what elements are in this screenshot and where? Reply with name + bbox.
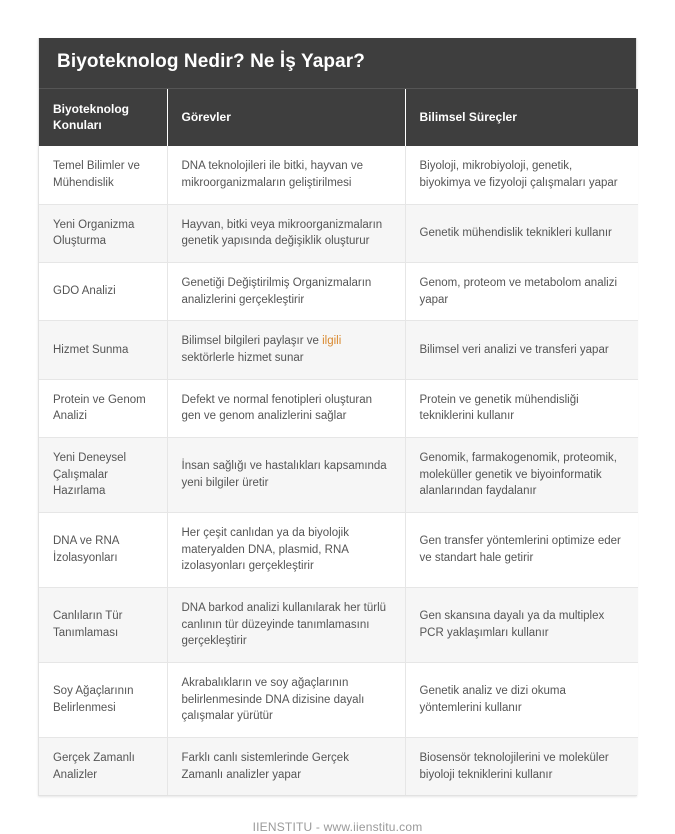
column-header-processes: Bilimsel Süreçler xyxy=(405,89,638,146)
table-body xyxy=(39,146,638,795)
info-table-card xyxy=(38,38,637,796)
cell-topic: Hizmet Sunma xyxy=(39,321,167,379)
cell-task: DNA teknolojileri ile bitki, hayvan ve mikroorganizmaların geliştirilmesi xyxy=(167,146,405,204)
cell-process: Gen skansına dayalı ya da multiplex PCR yaklaşımları kullanır xyxy=(405,587,638,662)
cell-topic: DNA ve RNA İzolasyonları xyxy=(39,512,167,587)
table-row xyxy=(39,146,638,204)
cell-topic: Gerçek Zamanlı Analizler xyxy=(39,737,167,795)
biotechnologist-table xyxy=(39,89,638,796)
cell-process: Protein ve genetik mühendisliği tekniklerini kullanır xyxy=(405,379,638,437)
cell-process: Genomik, farmakogenomik, proteomik, moleküller genetik ve biyoinformatik alanlarından faydalanır xyxy=(405,437,638,512)
cell-topic: Yeni Organizma Oluşturma xyxy=(39,204,167,262)
cell-task: Farklı canlı sistemlerinde Gerçek Zamanlı analizler yapar xyxy=(167,737,405,795)
cell-task: Her çeşit canlıdan ya da biyolojik materyalden DNA, plasmid, RNA izolasyonları gerçekleştirir xyxy=(167,512,405,587)
table-header xyxy=(39,89,638,146)
cell-task-suffix: sektörlerle hizmet sunar xyxy=(181,351,304,364)
cell-topic: Canlıların Tür Tanımlaması xyxy=(39,587,167,662)
cell-task xyxy=(167,321,405,379)
cell-process: Gen transfer yöntemlerini optimize eder ve standart hale getirir xyxy=(405,512,638,587)
table-row xyxy=(39,379,638,437)
table-title-bar xyxy=(39,38,636,89)
cell-topic: Temel Bilimler ve Mühendislik xyxy=(39,146,167,204)
cell-task: Genetiği Değiştirilmiş Organizmaların analizlerini gerçekleştirir xyxy=(167,262,405,320)
cell-process: Bilimsel veri analizi ve transferi yapar xyxy=(405,321,638,379)
table-header-row xyxy=(39,89,638,146)
ilgili-link[interactable]: ilgili xyxy=(322,335,342,348)
cell-topic: Yeni Deneysel Çalışmalar Hazırlama xyxy=(39,437,167,512)
cell-task: Defekt ve normal fenotipleri oluşturan gen ve genom analizlerini sağlar xyxy=(167,379,405,437)
cell-process: Biosensör teknolojilerini ve moleküler biyoloji tekniklerini kullanır xyxy=(405,737,638,795)
page-title: Biyoteknolog Nedir? Ne İş Yapar? xyxy=(57,51,365,72)
table-row xyxy=(39,512,638,587)
table-row xyxy=(39,321,638,379)
table-row xyxy=(39,587,638,662)
table-row xyxy=(39,437,638,512)
cell-task: İnsan sağlığı ve hastalıkları kapsamında yeni bilgiler üretir xyxy=(167,437,405,512)
cell-topic: GDO Analizi xyxy=(39,262,167,320)
cell-task-prefix: Bilimsel bilgileri paylaşır ve xyxy=(181,335,323,348)
column-header-topics: Biyoteknolog Konuları xyxy=(39,89,167,146)
table-row xyxy=(39,662,638,737)
cell-topic: Soy Ağaçlarının Belirlenmesi xyxy=(39,662,167,737)
cell-process: Biyoloji, mikrobiyoloji, genetik, biyokimya ve fizyoloji çalışmaları yapar xyxy=(405,146,638,204)
cell-process: Genetik mühendislik teknikleri kullanır xyxy=(405,204,638,262)
table-row xyxy=(39,737,638,795)
table-row xyxy=(39,204,638,262)
cell-process: Genom, proteom ve metabolom analizi yapar xyxy=(405,262,638,320)
footer-attribution: IIENSTITU - www.iienstitu.com xyxy=(252,820,423,834)
table-row xyxy=(39,262,638,320)
cell-task: Akrabalıkların ve soy ağaçlarının belirlenmesinde DNA dizisine dayalı çalışmalar yürütür xyxy=(167,662,405,737)
cell-process: Genetik analiz ve dizi okuma yöntemlerini kullanır xyxy=(405,662,638,737)
cell-topic: Protein ve Genom Analizi xyxy=(39,379,167,437)
cell-task: DNA barkod analizi kullanılarak her türlü canlının tür düzeyinde tanımlamasını gerçekleştirir xyxy=(167,587,405,662)
column-header-tasks: Görevler xyxy=(167,89,405,146)
cell-task: Hayvan, bitki veya mikroorganizmaların genetik yapısında değişiklik oluşturur xyxy=(167,204,405,262)
